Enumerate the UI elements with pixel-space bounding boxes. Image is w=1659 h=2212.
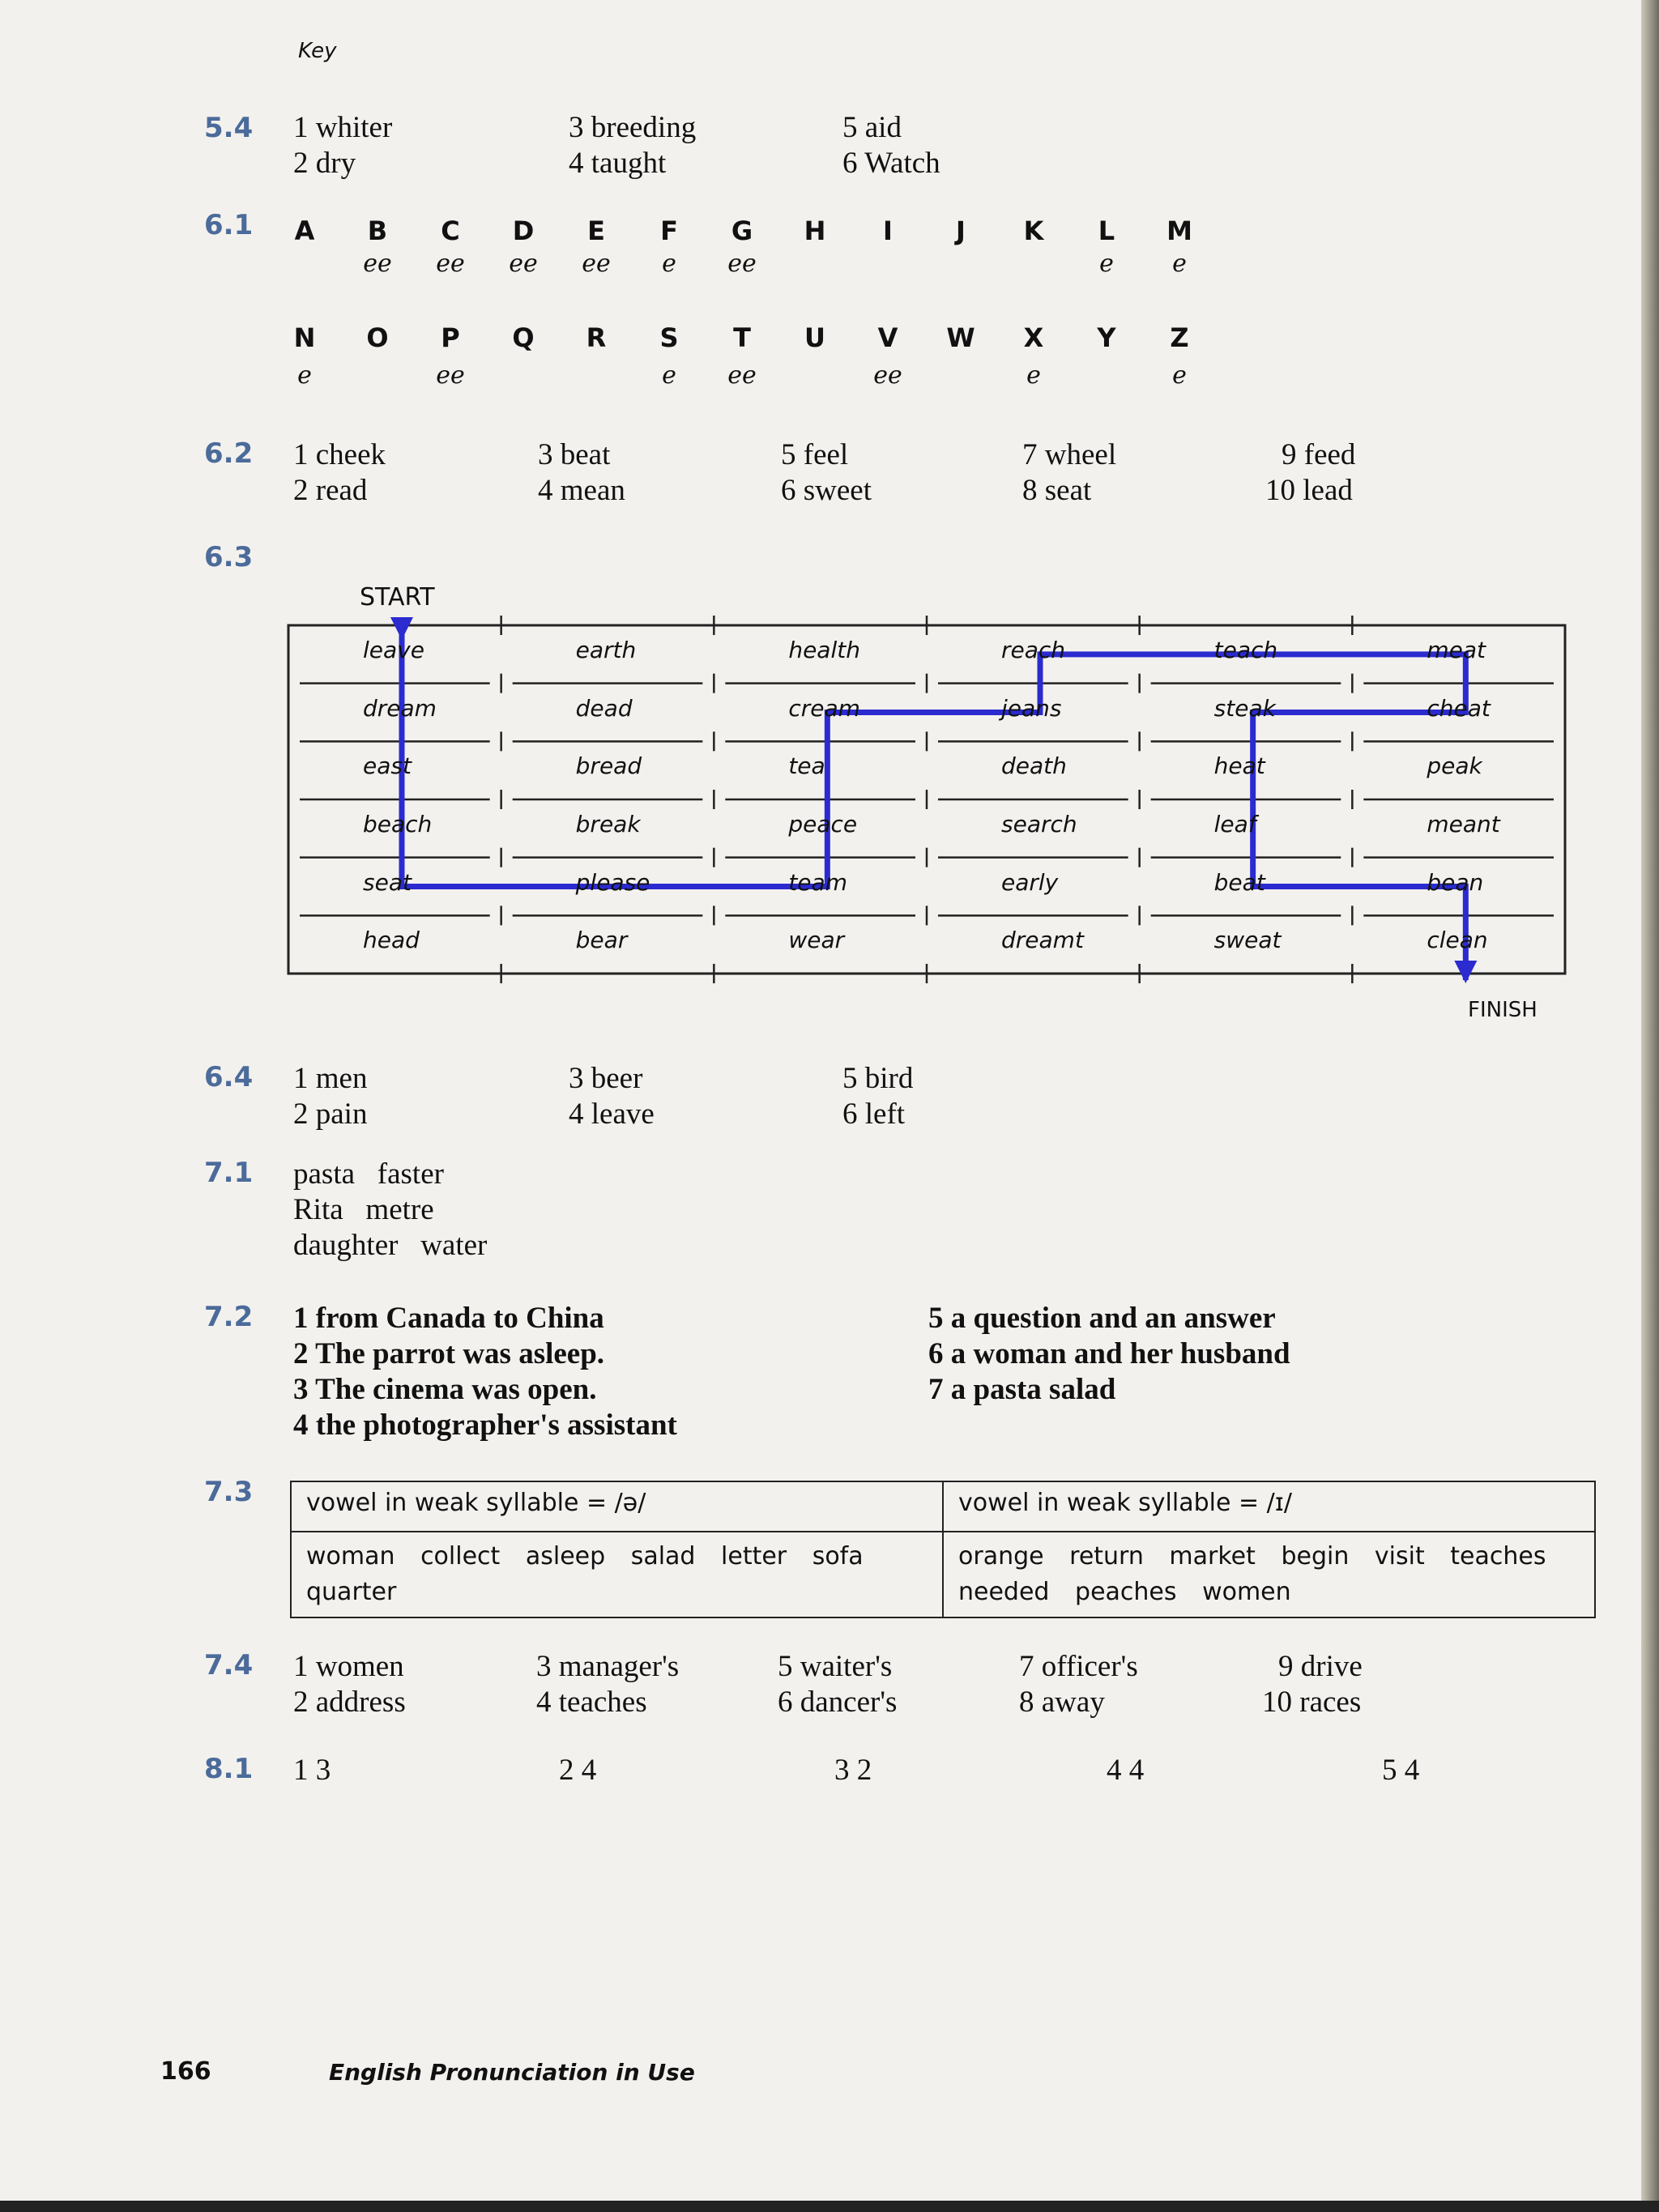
section-number-7-1: 7.1 [204,1157,254,1189]
answer-7-4-1: 1 women [293,1650,404,1683]
alphabet-letter: H [804,215,826,246]
alphabet-letter: K [1023,215,1044,246]
alphabet-letter: F [660,215,678,246]
maze-word: health [788,637,860,663]
answer-6-2-2: 2 read [293,474,368,507]
answer-6-4-5: 5 bird [842,1062,914,1095]
answer-7-1-line-2: Rita metre [293,1193,434,1226]
maze-word: early [1001,868,1059,896]
table-word: begin [1281,1542,1350,1571]
alphabet-letter: J [956,215,966,246]
answer-7-2-3: 3 The cinema was open. [293,1373,597,1406]
answer-6-2-8: 8 seat [1022,474,1092,507]
table-word: woman [306,1542,395,1571]
alphabet-letter: B [367,215,388,246]
maze-finish-label: FINISH [1468,998,1537,1022]
alphabet-letter: G [731,215,753,246]
alphabet-letter: O [366,322,389,353]
bottom-edge [0,2201,1659,2212]
answer-7-4-2: 2 address [293,1686,406,1719]
maze-word: search [1001,811,1077,837]
word-maze [287,616,1567,984]
maze-word: beat [1213,868,1265,896]
answer-6-4-6: 6 left [842,1097,906,1131]
alphabet-letter: E [587,215,605,246]
maze-word: peak [1427,752,1482,780]
maze-start-label: START [360,583,435,612]
answer-6-2-6: 6 sweet [781,474,872,507]
table-word: women [1202,1578,1291,1606]
alphabet-letter: M [1166,215,1192,246]
maze-word: dreamt [1001,927,1084,954]
answer-7-4-8: 8 away [1019,1686,1105,1719]
table-word: market [1169,1542,1256,1571]
alphabet-letter: V [877,322,898,353]
section-number-6-1: 6.1 [204,209,254,241]
alphabet-letter: C [441,215,460,246]
vowel-mark: ee [582,249,611,278]
short-i-words-cell [943,1532,1595,1617]
maze-word: reach [1001,637,1066,663]
maze-word: death [1001,752,1067,780]
maze-word: dead [575,694,633,722]
maze-word: dream [363,694,437,722]
alphabet-letter: Z [1170,322,1189,353]
section-number-6-4: 6.4 [204,1061,254,1093]
alphabet-letter: I [883,215,893,246]
answer-6-2-1: 1 cheek [293,438,386,471]
answer-7-4-4: 4 teaches [536,1686,647,1719]
answer-7-4-10: 10 races [1262,1686,1362,1719]
vowel-mark: e [1026,361,1041,390]
table-word: letter [721,1542,787,1571]
vowel-mark: e [662,361,676,390]
alphabet-letter: L [1098,215,1115,246]
alphabet-letter: W [946,322,975,353]
answer-7-2-1: 1 from Canada to China [293,1302,604,1335]
vowel-mark: e [1099,249,1114,278]
maze-word: earth [575,637,637,663]
table-word: salad [630,1542,696,1571]
maze-word: steak [1213,694,1276,722]
maze-word: cheat [1427,694,1491,722]
answer-8-1-1: 1 3 [293,1754,331,1787]
answer-8-1-5: 5 4 [1382,1754,1420,1787]
answer-6-2-5: 5 feel [781,438,849,471]
answer-5-4-5: 5 aid [842,111,902,144]
maze-word: heat [1213,752,1265,780]
answer-6-2-3: 3 beat [538,438,611,471]
maze-grid-lines [300,616,1554,983]
alphabet-letter: X [1023,322,1044,353]
short-i-column-header: vowel in weak syllable = /ɪ/ [943,1481,1595,1532]
answer-6-2-4: 4 mean [538,474,625,507]
answer-6-4-1: 1 men [293,1062,368,1095]
vowel-mark: ee [727,249,757,278]
table-word: teaches [1450,1542,1546,1571]
maze-word: leaf [1213,811,1256,837]
table-word: return [1069,1542,1144,1571]
maze-word: tea [788,752,825,780]
weak-syllable-table [290,1481,1596,1618]
schwa-words-cell [291,1532,943,1617]
answer-7-2-2: 2 The parrot was asleep. [293,1337,605,1370]
answer-7-4-3: 3 manager's [536,1650,680,1683]
answer-8-1-4: 4 4 [1107,1754,1145,1787]
maze-word: break [575,811,641,837]
answer-6-4-2: 2 pain [293,1097,368,1131]
answer-8-1-2: 2 4 [559,1754,597,1787]
alphabet-letter: Y [1097,322,1116,353]
maze-word: bread [575,752,642,780]
answer-5-4-6: 6 Watch [842,147,940,180]
vowel-mark: e [662,249,676,278]
maze-word: east [363,752,412,780]
table-word: peaches [1075,1578,1177,1606]
alphabet-letter: N [293,322,316,353]
book-title: English Pronunciation in Use [329,2059,695,2086]
answer-7-1-line-1: pasta faster [293,1157,444,1191]
maze-word: seat [363,868,412,896]
vowel-mark: ee [873,361,902,390]
vowel-mark: e [1172,249,1187,278]
answer-6-2-10: 10 lead [1265,474,1353,507]
vowel-mark: ee [727,361,757,390]
maze-word: meat [1427,637,1486,663]
alphabet-letter: U [804,322,825,353]
answer-5-4-2: 2 dry [293,147,356,180]
vowel-mark: ee [436,249,465,278]
maze-word: meant [1427,811,1500,837]
alphabet-letter: P [441,322,460,353]
table-word: quarter [306,1578,397,1606]
vowel-mark: e [297,361,312,390]
vowel-mark: e [1172,361,1187,390]
maze-word: leave [363,637,424,663]
answer-7-2-4: 4 the photographer's assistant [293,1409,677,1442]
section-number-7-4: 7.4 [204,1649,254,1681]
maze-word: please [575,868,650,896]
alphabet-letter: Q [512,322,535,353]
maze-word: head [363,927,420,954]
maze-word: bean [1427,868,1484,896]
answer-7-1-line-3: daughter water [293,1229,488,1262]
maze-word: team [788,868,847,896]
section-number-7-2: 7.2 [204,1301,254,1333]
page-edge-shadow [1641,0,1659,2212]
answer-5-4-4: 4 taught [569,147,667,180]
page-number: 166 [160,2057,211,2086]
section-number-7-3: 7.3 [204,1476,254,1508]
answer-7-2-5: 5 a question and an answer [928,1302,1276,1335]
answer-7-2-7: 7 a pasta salad [928,1373,1116,1406]
maze-word: beach [363,811,433,837]
maze-word: bear [575,927,628,954]
answer-7-4-7: 7 officer's [1019,1650,1138,1683]
alphabet-letter: A [294,215,315,246]
table-word: sofa [812,1542,864,1571]
section-number-8-1: 8.1 [204,1753,254,1785]
schwa-column-header: vowel in weak syllable = /ə/ [291,1481,943,1532]
answer-8-1-3: 3 2 [834,1754,872,1787]
answer-7-2-6: 6 a woman and her husband [928,1337,1290,1370]
answer-5-4-3: 3 breeding [569,111,697,144]
section-number-6-3: 6.3 [204,541,254,573]
table-word: asleep [525,1542,606,1571]
section-number-5-4: 5.4 [204,112,254,144]
table-word: collect [420,1542,501,1571]
alphabet-letter: D [512,215,535,246]
answer-7-4-6: 6 dancer's [778,1686,898,1719]
answer-5-4-1: 1 whiter [293,111,393,144]
maze-word: jeans [1001,694,1062,722]
table-word: needed [958,1578,1050,1606]
finish-arrow-icon [1454,961,1477,983]
maze-word: clean [1427,927,1488,954]
table-word: visit [1374,1542,1425,1571]
vowel-mark: ee [436,361,465,390]
answer-6-4-4: 4 leave [569,1097,655,1131]
table-word: orange [958,1542,1044,1571]
maze-word: teach [1213,637,1278,663]
maze-word: peace [788,811,858,837]
section-number-6-2: 6.2 [204,437,254,470]
vowel-mark: ee [509,249,538,278]
answer-6-2-9: 9 feed [1282,438,1356,471]
maze-word: sweat [1213,927,1282,954]
alphabet-letter: R [586,322,607,353]
answer-6-4-3: 3 beer [569,1062,643,1095]
running-header: Key [298,39,337,63]
maze-word: wear [788,927,845,954]
answer-7-4-9: 9 drive [1278,1650,1363,1683]
answer-7-4-5: 5 waiter's [778,1650,893,1683]
answer-6-2-7: 7 wheel [1022,438,1117,471]
alphabet-letter: S [659,322,679,353]
vowel-mark: ee [363,249,392,278]
maze-word: cream [788,694,860,722]
alphabet-letter: T [733,322,751,353]
